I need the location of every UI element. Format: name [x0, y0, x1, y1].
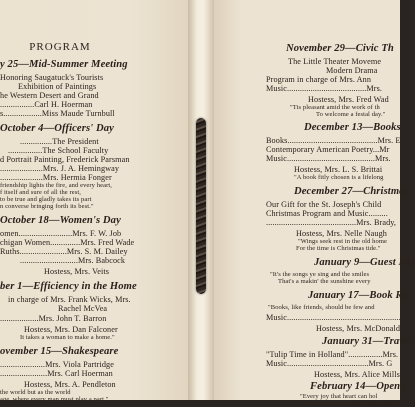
hostess-line: Hostess, Mrs. Nelle Naugh [296, 229, 387, 238]
program-line: ..........................................Mrs. Brady, [266, 218, 397, 227]
hostess-line: Hostess, Mrs. A. Pendleton [24, 380, 116, 389]
section-heading: January 31—Travel [322, 336, 412, 347]
program-line: The Little Theater Moveme [288, 57, 382, 66]
program-line: in charge of Mrs. Frank Wicks, Mrs. [8, 295, 131, 304]
quote-line: n converse bringing forth its best." [0, 203, 94, 210]
program-line: ................The School Faculty [8, 146, 109, 155]
program-line: Ruths......................Mrs. S. M. Dailey [0, 247, 128, 256]
quote-line: "Wings seek rest in the old home [298, 238, 387, 245]
quote-line: "Tis pleasant amid the work of th [290, 104, 380, 111]
program-line: Music.....................................Mrs. [266, 84, 383, 93]
section-heading: y 25—Mid-Summer Meeting [0, 59, 128, 70]
quote-line: the world but as the world [0, 389, 71, 396]
quote-line: "Books, like friends, should be few and [268, 304, 375, 311]
program-line: Rachel McVea [58, 304, 108, 313]
hostess-line: Hostess, Mrs. L. S. Brittai [294, 165, 383, 174]
program-line: .....................Mrs. Viola Partridge [0, 360, 114, 369]
program-line: ..................Mrs. John T. Barron [0, 314, 107, 323]
program-line: Modern Drama [326, 66, 378, 75]
left-page [0, 0, 188, 403]
quote-line: age, where every man must play a part." [0, 396, 109, 403]
program-line: he Western Desert and Grand [0, 91, 99, 100]
program-line: chigan Women..............Mrs. Fred Wade [0, 238, 135, 247]
section-heading: November 29—Civic Th [286, 43, 394, 54]
program-line: Contemporary American Poetry...Mr [266, 145, 390, 154]
section-heading: December 13—Books [304, 122, 401, 133]
program-line: Music......................................Mrs. G [266, 359, 393, 368]
quote-line: To welcome a festal day." [316, 111, 386, 118]
hostess-line: Hostess, Mrs. McDonald [316, 324, 401, 333]
section-heading: October 4—Officers' Day [0, 123, 114, 134]
program-line: Program in charge of Mrs. Ann [266, 75, 372, 84]
program-line: ................Carl H. Hoerman [0, 100, 93, 109]
program-line: Christmas Program and Music......... [266, 209, 388, 218]
program-line: d Portrait Painting, Frederick Parsman [0, 155, 130, 164]
section-heading: ber 1—Efficiency in the Home [0, 281, 137, 292]
right-page [214, 0, 415, 407]
section-heading: February 14—Open D [310, 381, 411, 392]
program-line: "Tulip Time in Holland"................Mrs. [266, 350, 399, 359]
program-line: Exhibition of Paintings [18, 82, 97, 91]
quote-line: "Every joy that heart can hol [300, 393, 378, 400]
program-line: ......................Mrs. Carl Hoerman [0, 369, 113, 378]
program-line: Honoring Saugatuck's Tourists [0, 73, 104, 82]
program-line: ...............The President [20, 137, 99, 146]
program-title: PROGRAM [29, 41, 91, 53]
quote-line: friendship lights the fire, and every heart, [0, 182, 112, 189]
quote-line: "A book fitly chosen is a lifelong [294, 174, 384, 181]
binding-cord [196, 118, 206, 294]
hostess-line: Hostess, Mrs. Dan Falconer [24, 325, 118, 334]
program-line: omen.........................Mrs. F. W. Job [0, 229, 122, 238]
section-heading: January 17—Book Rev [308, 290, 413, 301]
section-heading: ovember 15—Shakespeare [0, 346, 119, 357]
quote-line: For the time is Christmas tide." [296, 245, 381, 252]
hostess-line: Hostess, Mrs. Fred Wad [308, 95, 389, 104]
quote-line: It takes a woman to make a home." [20, 334, 115, 341]
program-line: ....................Mrs. Hermia Fonger [0, 173, 112, 182]
section-heading: January 9—Guest Nig [314, 257, 415, 268]
program-line: Books..........................................Mrs. E [266, 136, 401, 145]
section-heading: December 27—Christmas [294, 186, 409, 197]
quote-line: That's a makin' the sunshine every [278, 278, 371, 285]
hostess-line: Hostess, Mrs. Veits [44, 267, 109, 276]
quote-line: to be true and gladly takes its part [0, 196, 92, 203]
hostess-line: Hostess, Mrs. Alice Mills [314, 370, 400, 379]
program-line: ...........................Mrs. Babcock [20, 256, 126, 265]
quote-line: f itself and sure of all the rest, [0, 189, 82, 196]
quote-line: Be thine this day a thousand [316, 400, 393, 407]
program-line: Music.........................................Mrs. [266, 154, 391, 163]
section-heading: October 18—Women's Day [0, 215, 121, 226]
quote-line: "It's the songs ye sing and the smiles [270, 271, 370, 278]
program-line: s..................Miss Maude Turnbull [0, 109, 115, 118]
program-line: Our Gift for the St. Joseph's Child [266, 200, 382, 209]
program-line: Music..................................................... [266, 313, 401, 322]
program-line: ....................Mrs. J. A. Hemingway [0, 164, 120, 173]
